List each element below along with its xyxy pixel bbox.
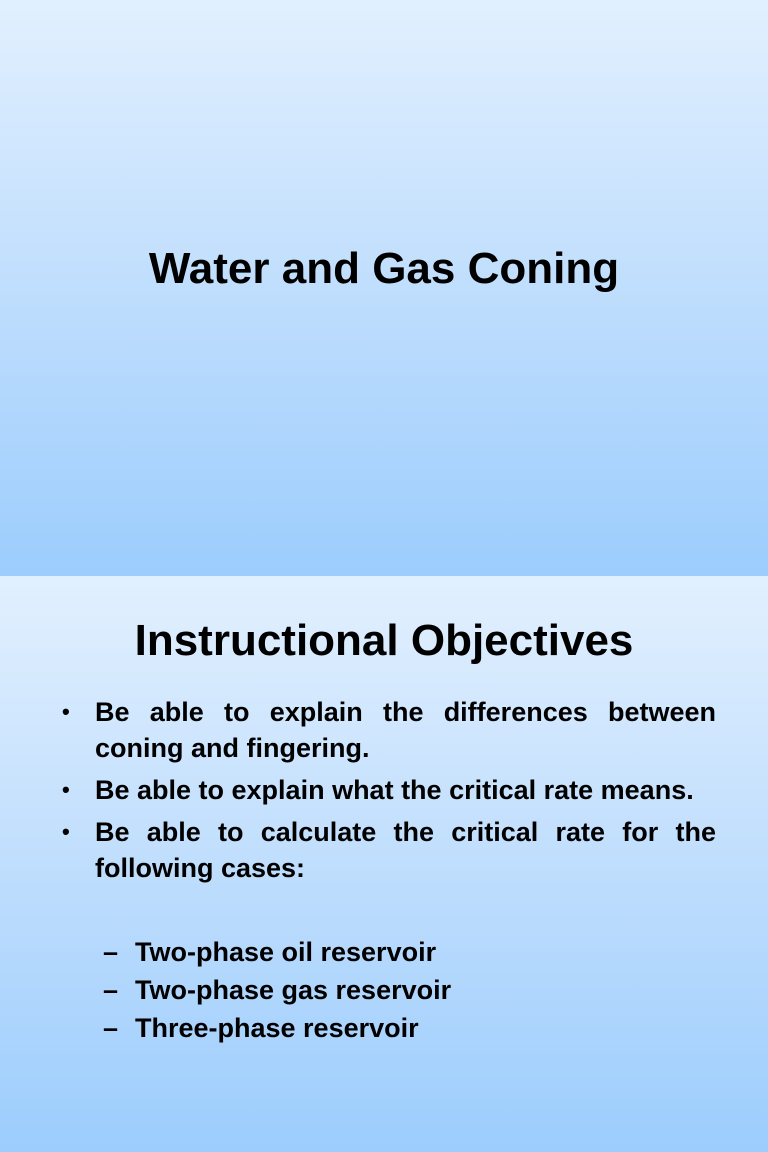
dash-icon: –	[103, 975, 119, 1005]
bullet-icon: •	[62, 699, 70, 724]
bullet-item	[62, 694, 716, 766]
slide-2	[0, 576, 768, 1152]
bullet-text: Be able to explain what the critical rate means.	[95, 775, 694, 805]
dash-icon: –	[103, 937, 119, 967]
sub-bullet-item	[62, 1010, 716, 1046]
bullet-icon: •	[62, 819, 70, 844]
bullet-text: Be able to explain the differences between coning and fingering.	[95, 697, 716, 763]
bullet-icon: •	[62, 777, 70, 802]
dash-icon: –	[103, 1013, 119, 1043]
bullet-list	[62, 694, 716, 892]
sub-bullet-text: Three-phase reservoir	[135, 1013, 419, 1043]
sub-bullet-text: Two-phase oil reservoir	[135, 937, 437, 967]
sub-bullet-text: Two-phase gas reservoir	[135, 975, 452, 1005]
bullet-text: Be able to calculate the critical rate for the following cases:	[95, 817, 716, 883]
bullet-item	[62, 814, 716, 886]
sub-bullet-list	[62, 932, 716, 1046]
slide-title: Water and Gas Coning	[148, 244, 620, 293]
slide-heading: Instructional Objectives	[134, 616, 634, 665]
bullet-item	[62, 772, 716, 808]
sub-bullet-item	[62, 972, 716, 1008]
sub-bullet-item	[62, 934, 716, 970]
